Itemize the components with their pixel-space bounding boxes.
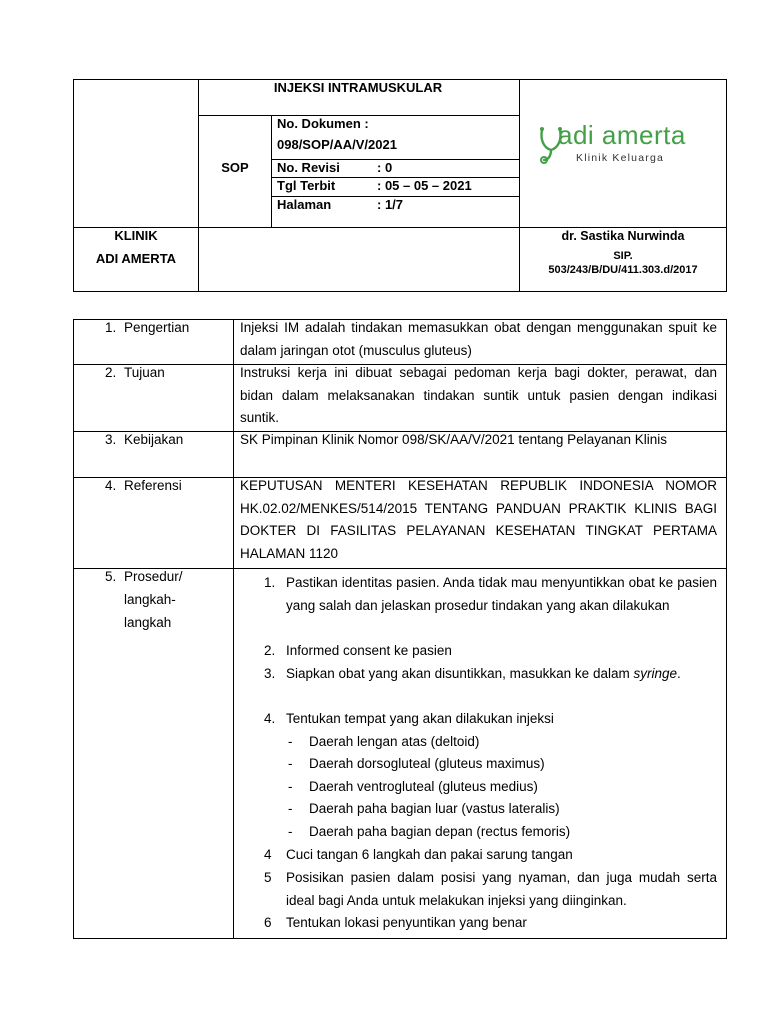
row-label-prosedur-2: langkah-: [124, 592, 176, 607]
sub-bullet: -: [288, 824, 293, 839]
revision-value: : 0: [377, 160, 393, 175]
sub-bullet: -: [288, 756, 293, 771]
row-label-prosedur-3: langkah: [124, 615, 172, 630]
step-item: Tentukan tempat yang akan dilakukan injeksi: [286, 711, 554, 726]
clinic-logo: [538, 120, 718, 170]
step-item: Cuci tangan 6 langkah dan pakai sarung tangan: [286, 847, 573, 862]
step-item: Pastikan identitas pasien. Anda tidak mau menyuntikkan obat ke pasien yang salah dan jelaskan prosedur tindakan yang akan dilakukan: [286, 575, 717, 613]
row-label-pengertian: Pengertian: [124, 320, 190, 335]
step-number: 1.: [264, 575, 276, 590]
page-label: Halaman: [277, 197, 332, 212]
sub-bullet: -: [288, 734, 293, 749]
sub-bullet: -: [288, 779, 293, 794]
row-number: 4.: [105, 478, 117, 493]
row-number: 2.: [105, 365, 117, 380]
row-content-kebijakan: SK Pimpinan Klinik Nomor 098/SK/AA/V/2021 tentang Pelayanan Klinis: [240, 432, 667, 447]
row-label-prosedur-1: Prosedur/: [124, 569, 183, 584]
sub-item: Daerah paha bagian depan (rectus femoris): [309, 824, 571, 839]
issue-date-value: : 05 – 05 – 2021: [377, 178, 472, 193]
step-text: Siapkan obat yang akan disuntikkan, masukkan ke dalam: [286, 666, 630, 681]
clinic-name-line1: KLINIK: [114, 228, 158, 243]
clinic-name-line2: ADI AMERTA: [95, 251, 177, 266]
step-number: 5: [264, 870, 272, 885]
row-label-referensi: Referensi: [124, 478, 182, 493]
doc-number-label: No. Dokumen :: [277, 116, 369, 131]
row-label-kebijakan: Kebijakan: [124, 432, 184, 447]
document-title: INJEKSI INTRAMUSKULAR: [273, 80, 443, 95]
step-item: Informed consent ke pasien: [286, 643, 452, 658]
logo-tagline: Klinik Keluarga: [576, 152, 665, 164]
step-number: 4.: [264, 711, 276, 726]
row-content-pengertian: Injeksi IM adalah tindakan memasukkan obat dengan menggunakan spuit ke dalam jaringan otot (musculus gluteus): [240, 320, 717, 358]
revision-label: No. Revisi: [277, 160, 340, 175]
sub-item: Daerah ventrogluteal (gluteus medius): [309, 779, 538, 794]
sub-item: Daerah paha bagian luar (vastus lateralis): [309, 801, 560, 816]
page-value: : 1/7: [377, 197, 404, 212]
logo-brand-text: adi amerta: [558, 120, 686, 150]
row-number: 3.: [105, 432, 117, 447]
sip-label: SIP.: [613, 250, 633, 262]
step-text-italic: syringe: [633, 666, 678, 681]
row-number: 1.: [105, 320, 117, 335]
step-item: Tentukan lokasi penyuntikan yang benar: [286, 915, 527, 930]
step-number: 6: [264, 915, 272, 930]
row-content-tujuan: Instruksi kerja ini dibuat sebagai pedoman kerja bagi dokter, perawat, dan bidan dalam melaksanakan tindakan suntik untuk pasien dengan indikasi suntik.: [240, 365, 717, 426]
row-label-tujuan: Tujuan: [124, 365, 165, 380]
step-item: [286, 663, 717, 686]
row-number: 5.: [105, 569, 117, 584]
sub-item: Daerah lengan atas (deltoid): [309, 734, 480, 749]
doctor-name: dr. Sastika Nurwinda: [561, 229, 685, 243]
sop-label: SOP: [221, 160, 249, 175]
step-number: 2.: [264, 643, 276, 658]
row-content-referensi: KEPUTUSAN MENTERI KESEHATAN REPUBLIK INDONESIA NOMOR HK.02.02/MENKES/514/2015 TENTANG PANDUAN PRAKTIK KLINIS BAGI DOKTER DI FASILITAS PELAYANAN KESEHATAN TINGKAT PERTAMA HALAMAN 1120: [240, 478, 717, 561]
doc-number-value: 098/SOP/AA/V/2021: [277, 137, 397, 152]
sip-number: 503/243/B/DU/411.303.d/2017: [548, 264, 698, 276]
step-item: Posisikan pasien dalam posisi yang nyaman, dan juga mudah serta ideal bagi Anda untuk melakukan injeksi yang diinginkan.: [286, 870, 717, 908]
issue-date-label: Tgl Terbit: [277, 178, 336, 193]
step-text-end: .: [677, 666, 681, 681]
step-number: 3.: [264, 666, 276, 681]
sub-bullet: -: [288, 801, 293, 816]
step-number: 4: [264, 847, 272, 862]
sub-item: Daerah dorsogluteal (gluteus maximus): [309, 756, 545, 771]
